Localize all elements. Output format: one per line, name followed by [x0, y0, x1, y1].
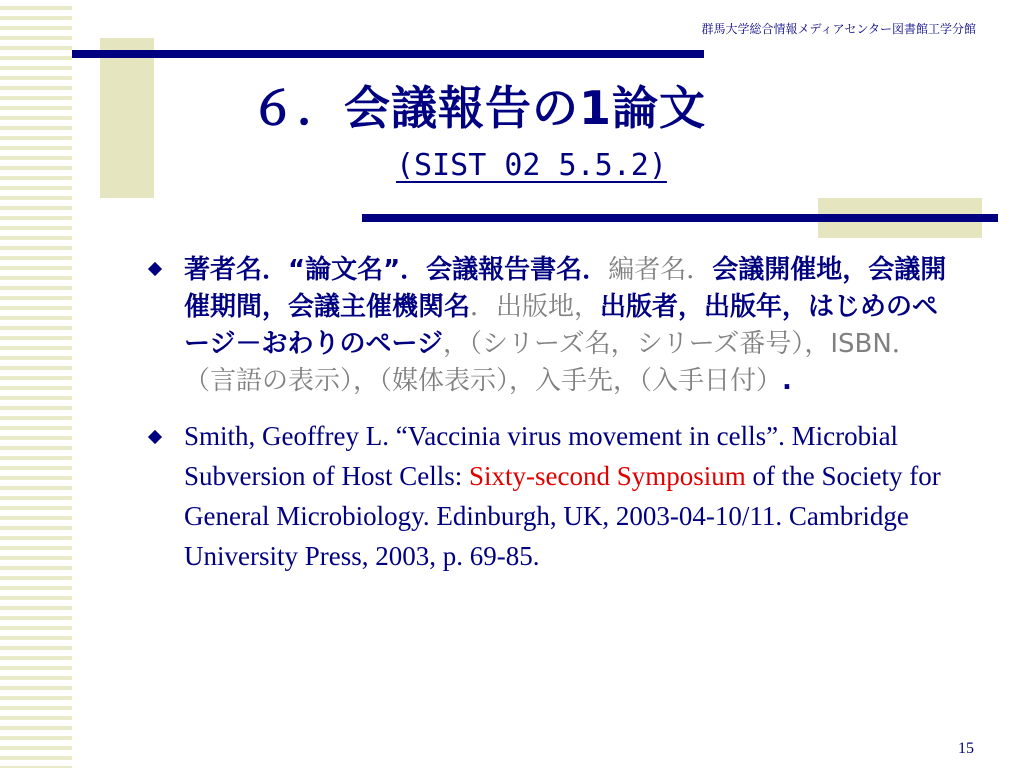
organization-name: 群馬大学総合情報メディアセンター図書館工学分館 [701, 22, 976, 36]
title-top-rule [72, 50, 704, 58]
format-part-7: . [782, 366, 792, 396]
page-number: 15 [958, 740, 974, 757]
format-part-3: 会議開催地，会議開催期間，会議主催機関名 [184, 255, 947, 322]
diamond-bullet-icon [148, 262, 162, 276]
format-part-4: ．出版地， [470, 292, 601, 322]
citation-text-before: Smith, Geoffrey L. “Vaccinia virus movement in cells”. Microbial Subversion of Host Cells: [184, 421, 899, 491]
diamond-bullet-icon [148, 430, 162, 444]
title-ornament-block [100, 38, 154, 198]
format-part-1: 著者名．“論文名”．会議報告書名． [184, 255, 609, 285]
bullet-list [150, 252, 950, 576]
citation-highlight: Sixty-second Symposium [469, 461, 746, 491]
slide-subtitle: (SIST 02 5.5.2) [396, 148, 667, 183]
citation-text-after: of the Society for General Microbiology. Edinburgh, UK, 2003-04-10/11. Cambridge University Press, 2003, p. 69-85. [184, 461, 941, 571]
format-part-2: 編者名． [608, 255, 713, 285]
format-part-5: 出版者，出版年，はじめのページ－おわりのページ [184, 292, 939, 359]
title-bottom-rule [362, 214, 998, 222]
format-part-6: ，（シリーズ名，シリーズ番号），ISBN．（言語の表示），（媒体表示），入手先，（入手日付） [184, 329, 918, 396]
slide-title: ６．会議報告の1論文 [250, 81, 707, 135]
bullet-example-citation [150, 416, 950, 576]
bullet-format-rule [150, 252, 950, 400]
decorative-stripes [0, 0, 72, 768]
